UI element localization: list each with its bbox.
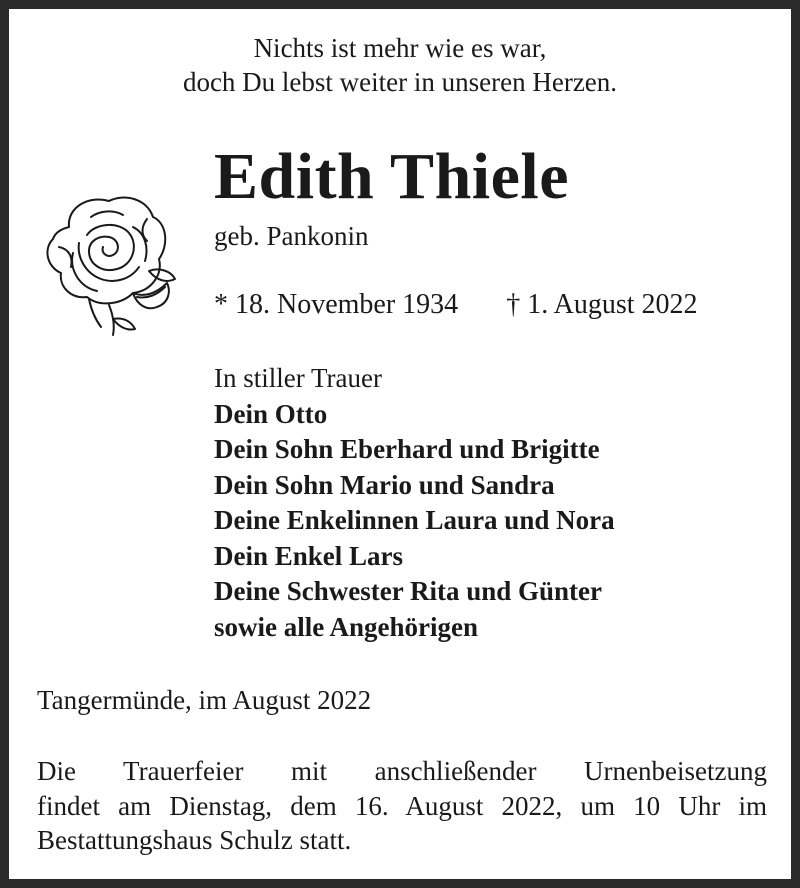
mourner-name: Dein Sohn Mario und Sandra <box>214 469 555 500</box>
notice-line-2: findet am Dienstag, dem 16. August 2022, um 10 Uhr im <box>37 790 767 821</box>
mourner-name: Deine Enkelinnen Laura und Nora <box>214 505 615 535</box>
mourner-name: sowie alle Angehörigen <box>214 611 478 642</box>
mourner-name: Dein Enkel Lars <box>214 540 404 571</box>
deceased-name: Edith Thiele <box>214 140 570 213</box>
funeral-notice <box>37 754 767 858</box>
quote-line-1: Nichts ist mehr wie es war, <box>253 33 547 63</box>
death-date: † 1. August 2022 <box>506 289 698 320</box>
mourner-name: Dein Sohn Eberhard und Brigitte <box>214 434 600 464</box>
mourners-list <box>214 361 615 645</box>
quote-line-2: doch Du lebst weiter in unseren Herzen. <box>182 67 618 97</box>
notice-line-3: Bestattungshaus Schulz statt. <box>37 825 352 855</box>
rose-icon <box>29 187 179 337</box>
memorial-quote <box>9 31 791 99</box>
mourner-name: Dein Otto <box>214 398 328 429</box>
life-dates <box>214 287 698 323</box>
mourner-name: Deine Schwester Rita und Günter <box>214 576 602 606</box>
birth-date: * 18. November 1934 <box>214 289 459 320</box>
birth-name: geb. Pankonin <box>214 221 369 251</box>
mourning-intro: In stiller Trauer <box>214 363 382 393</box>
place-and-date: Tangermünde, im August 2022 <box>37 685 372 715</box>
obituary-card <box>9 9 791 879</box>
notice-line-1: Die Trauerfeier mit anschließender Urnenbeisetzung <box>37 756 767 786</box>
